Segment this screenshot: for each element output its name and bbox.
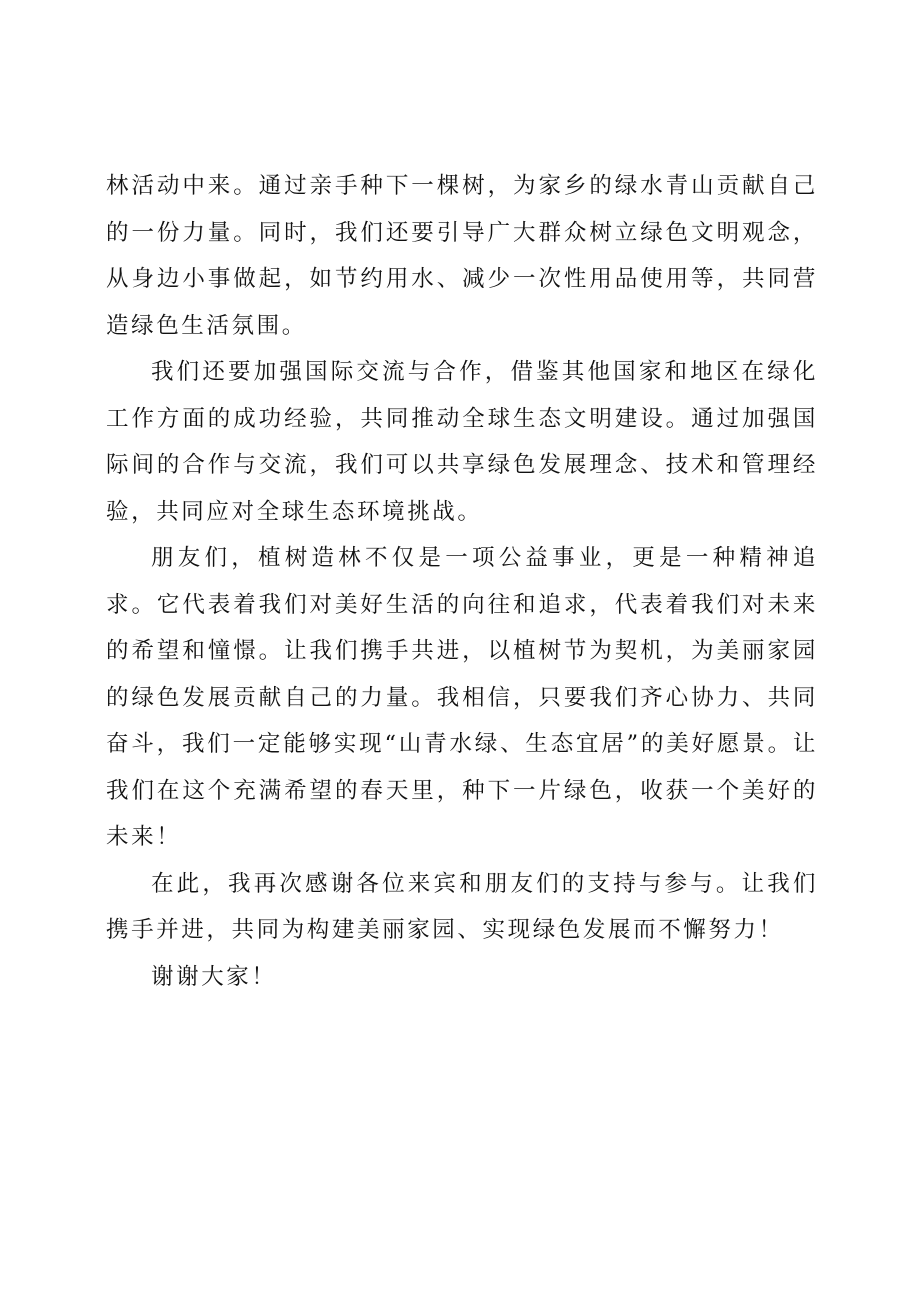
paragraph-continuation: 林活动中来。通过亲手种下一棵树，为家乡的绿水青山贡献自己的一份力量。同时，我们还要引导广大群众树立绿色文明观念，从身边小事做起，如节约用水、减少一次性用品使用等，共同营造绿色生活氛围。 — [106, 173, 818, 339]
paragraph-international-cooperation: 我们还要加强国际交流与合作，借鉴其他国家和地区在绿化工作方面的成功经验，共同推动全球生态文明建设。通过加强国际间的合作与交流，我们可以共享绿色发展理念、技术和管理经验，共同应对全球生态环境挑战。 — [106, 359, 818, 525]
paragraph-thanks: 在此，我再次感谢各位来宾和朋友们的支持与参与。让我们携手并进，共同为构建美丽家园、实现绿色发展而不懈努力！ — [106, 870, 818, 943]
document-body — [106, 163, 818, 1000]
paragraph-friends-appeal: 朋友们，植树造林不仅是一项公益事业，更是一种精神追求。它代表着我们对美好生活的向往和追求，代表着我们对未来的希望和憧憬。让我们携手共进，以植树节为契机，为美丽家园的绿色发展贡献自己的力量。我相信，只要我们齐心协力、共同奋斗，我们一定能够实现“山青水绿、生态宜居”的美好愿景。让我们在这个充满希望的春天里，种下一片绿色，收获一个美好的未来！ — [106, 545, 818, 850]
paragraph-closing: 谢谢大家！ — [151, 963, 277, 990]
